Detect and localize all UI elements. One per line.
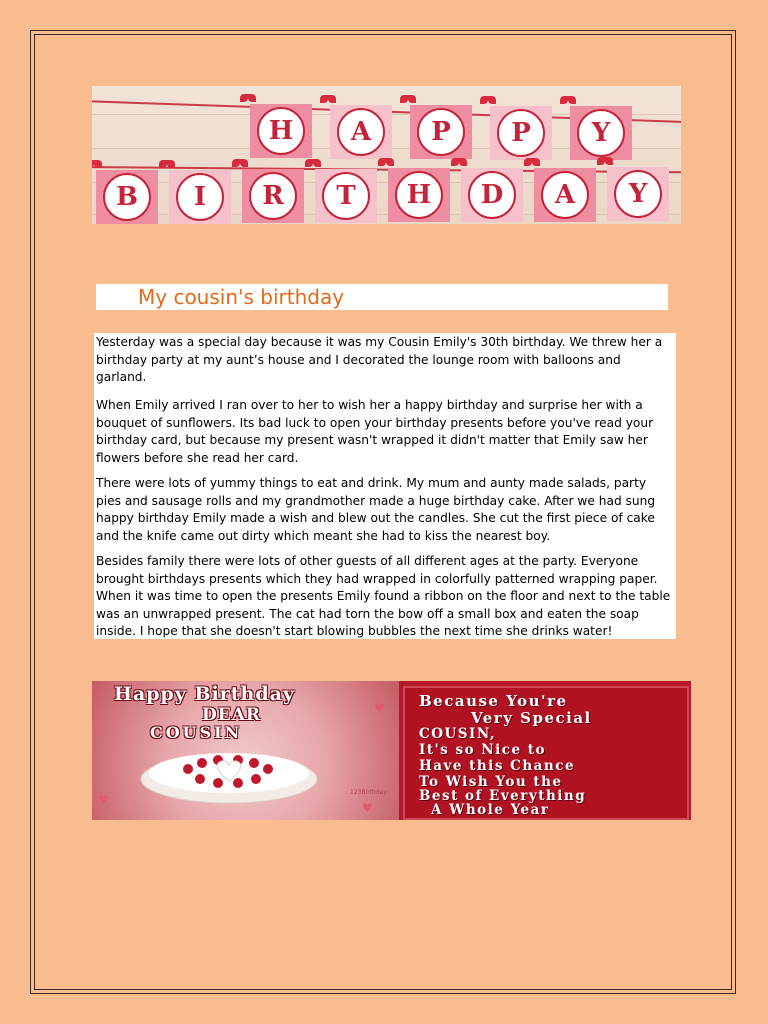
text-line: When it was time to open the presents Emily found a ribbon on the floor and next to the table — [96, 589, 671, 604]
bunting-letter: A — [337, 108, 385, 156]
ribbon-bow-icon — [451, 158, 467, 166]
bunting-letter: Y — [614, 170, 662, 218]
ribbon-bow-icon — [560, 96, 576, 104]
card-headline-happy-birthday: Happy Birthday — [114, 683, 296, 705]
card-message-panel — [403, 686, 689, 820]
bunting-flag — [388, 168, 450, 222]
bunting-flag — [607, 167, 669, 221]
heart-icon: ♥ — [374, 701, 385, 715]
text-line: birthday card, but because my present wasn't wrapped it didn't matter that Emily saw her — [96, 433, 648, 448]
ribbon-bow-icon — [480, 96, 496, 104]
text-line: happy birthday Emily made a wish and blew out the candles. She cut the first piece of cake — [96, 511, 655, 526]
bunting-flag — [315, 169, 377, 223]
text-line: brought birthdays presents which they had wrapped in colorfully patterned wrapping paper. — [96, 571, 658, 586]
ribbon-bow-icon — [524, 158, 540, 166]
paragraph-2 — [96, 397, 674, 467]
ribbon-bow-icon — [240, 94, 256, 102]
text-line: Yesterday was a special day because it was my Cousin Emily's 30th birthday. We threw her a — [96, 335, 663, 349]
bunting-letter: D — [468, 171, 516, 219]
card-message-line: A Whole Year — [431, 802, 550, 818]
bunting-flag — [96, 170, 158, 224]
page-title: My cousin's birthday — [138, 285, 345, 309]
card-left-panel — [92, 681, 399, 820]
cake-illustration — [138, 739, 320, 805]
ribbon-bow-icon — [597, 157, 613, 165]
ribbon-bow-icon — [92, 160, 102, 168]
card-message-line: To Wish You the — [419, 774, 563, 790]
text-line: birthday party at my aunt’s house and I decorated the lounge room with balloons and — [96, 352, 621, 367]
ribbon-bow-icon — [232, 159, 248, 167]
paragraph-1 — [96, 334, 674, 387]
card-watermark: 123Birthday — [350, 789, 387, 796]
bunting-letter: I — [176, 173, 224, 221]
bunting-flag — [490, 106, 552, 160]
card-message-line: It's so Nice to — [419, 742, 547, 758]
bunting-flag — [242, 169, 304, 223]
bunting-flag — [250, 104, 312, 158]
text-line: and the knife came out dirty which meant she had to kiss the nearest boy. — [96, 528, 551, 543]
text-line: There were lots of yummy things to eat and drink. My mum and aunty made salads, party — [96, 476, 647, 490]
text-line: was an unwrapped present. The cat had torn the bow off a small box and eaten the soap — [96, 606, 639, 621]
bunting-letter: R — [249, 172, 297, 220]
ribbon-bow-icon — [159, 160, 175, 168]
card-message-line: Very Special — [471, 709, 592, 727]
bunting-flag — [410, 105, 472, 159]
story-text-box — [94, 333, 676, 639]
title-box — [96, 284, 668, 310]
text-line: inside. I hope that she doesn't start blowing bubbles the next time she drinks water! — [96, 624, 613, 639]
ribbon-bow-icon — [305, 159, 321, 167]
bunting-flag — [570, 106, 632, 160]
card-message-line: Have this Chance — [419, 758, 576, 774]
text-line: pies and sausage rolls and my grandmother made a huge birthday cake. After we had sung — [96, 493, 656, 508]
card-headline-cousin: COUSIN — [150, 723, 243, 742]
card-message-line: COUSIN, — [419, 726, 497, 742]
happy-birthday-banner-image — [92, 86, 681, 224]
bunting-flag — [330, 105, 392, 159]
paragraph-3 — [96, 475, 674, 545]
ribbon-bow-icon — [320, 95, 336, 103]
bunting-letter: Y — [577, 109, 625, 157]
bunting-flag — [534, 168, 596, 222]
bunting-flag — [461, 168, 523, 222]
bunting-letter: A — [541, 171, 589, 219]
text-line: When Emily arrived I ran over to her to wish her a happy birthday and surprise her with a — [96, 398, 643, 412]
bunting-letter: P — [417, 108, 465, 156]
card-headline-dear: DEAR — [202, 705, 262, 725]
text-line: Besides family there were lots of other guests of all different ages at the party. Everyone — [96, 554, 639, 568]
bunting-letter: H — [257, 107, 305, 155]
heart-icon: ♥ — [362, 801, 373, 815]
text-line: garland. — [96, 370, 147, 385]
ribbon-bow-icon — [400, 95, 416, 103]
bunting-flag — [169, 170, 231, 224]
card-message-line: Because You're — [419, 692, 568, 710]
paragraph-4 — [96, 553, 674, 641]
text-line: flowers before she read her card. — [96, 450, 299, 465]
bunting-letter: B — [103, 173, 151, 221]
text-line: bouquet of sunflowers. Its bad luck to open your birthday presents before you've read your — [96, 415, 654, 430]
ribbon-bow-icon — [378, 158, 394, 166]
bunting-letter: T — [322, 172, 370, 220]
card-message-line: Best of Everything — [419, 788, 587, 804]
bunting-letter: P — [497, 109, 545, 157]
heart-icon: ♥ — [98, 793, 109, 807]
bunting-letter: H — [395, 171, 443, 219]
birthday-card-image — [92, 681, 691, 820]
